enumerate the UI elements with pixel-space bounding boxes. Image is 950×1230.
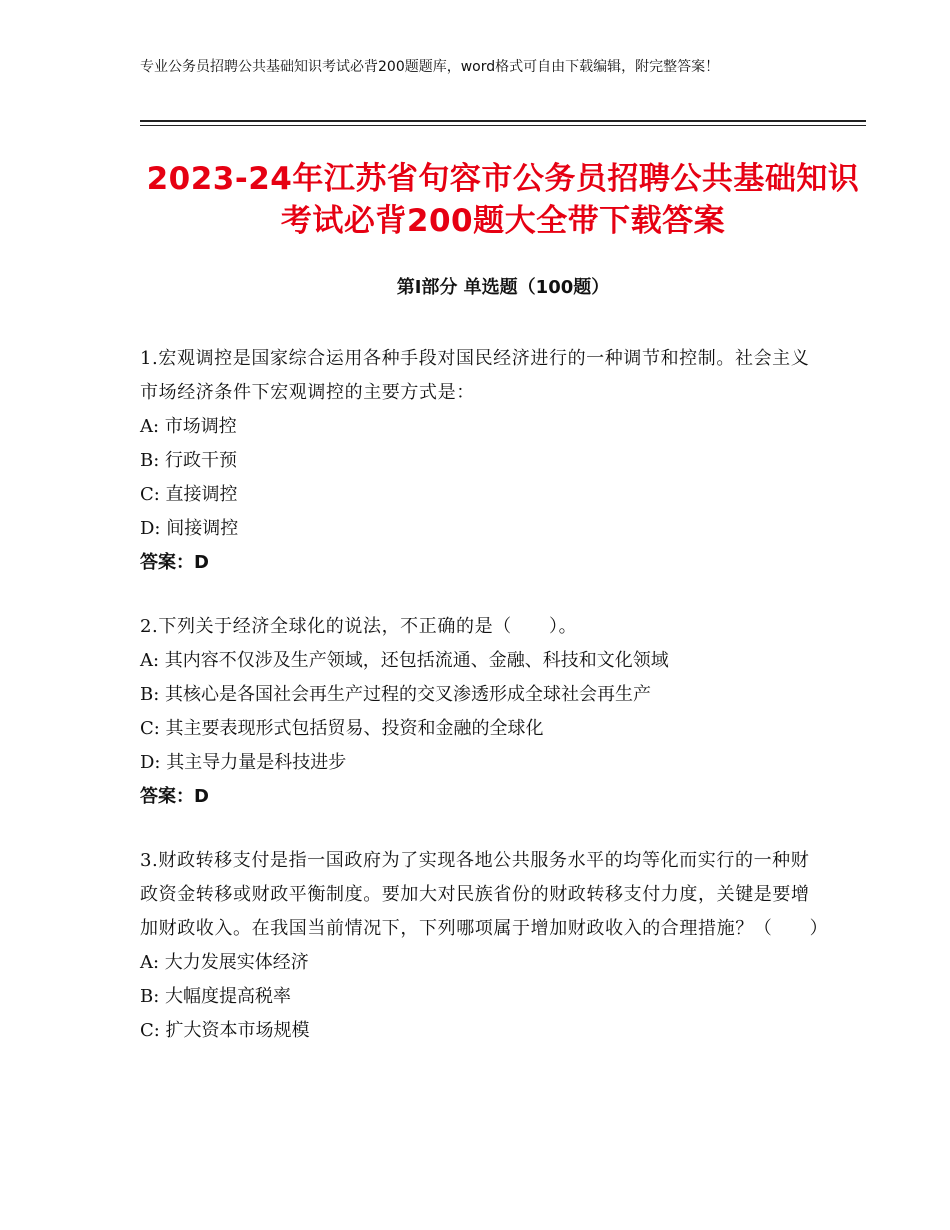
answer-label: 答案：D (140, 552, 209, 573)
question-list (140, 342, 829, 1078)
answer-label: 答案：D (140, 786, 209, 807)
header-rule-thin (140, 125, 866, 126)
option-c: C: 扩大资本市场规模 (140, 1020, 310, 1041)
option-d: D: 间接调控 (140, 518, 239, 539)
option-c: C: 其主要表现形式包括贸易、投资和金融的全球化 (140, 718, 544, 739)
option-a: A: 大力发展实体经济 (140, 952, 309, 973)
question-stem: 1.宏观调控是国家综合运用各种手段对国民经济进行的一种调节和控制。社会主义市场经济条件下宏观调控的主要方式是： (140, 348, 810, 403)
question-stem: 2.下列关于经济全球化的说法，不正确的是（ ）。 (140, 616, 578, 637)
option-a: A: 其内容不仅涉及生产领域，还包括流通、金融、科技和文化领域 (140, 650, 669, 671)
option-b: B: 大幅度提高税率 (140, 986, 292, 1007)
question-3 (140, 844, 829, 1048)
option-b: B: 行政干预 (140, 450, 238, 471)
document-title: 2023-24年江苏省句容市公务员招聘公共基础知识考试必背200题大全带下载答案 (146, 161, 860, 239)
question-1 (140, 342, 820, 580)
section-title: 第I部分 单选题（100题） (396, 277, 610, 298)
option-a: A: 市场调控 (140, 416, 237, 437)
option-c: C: 直接调控 (140, 484, 238, 505)
question-2 (140, 610, 820, 814)
option-d: D: 其主导力量是科技进步 (140, 752, 347, 773)
question-stem: 3.财政转移支付是指一国政府为了实现各地公共服务水平的均等化而实行的一种财政资金转移或财政平衡制度。要加大对民族省份的财政转移支付力度，关键是要增加财政收入。在我国当前情况下，下列哪项属于增加财政收入的合理措施？（ ） (140, 850, 829, 939)
header-rule-thick (140, 120, 866, 122)
header-note: 专业公务员招聘公共基础知识考试必背200题题库，word格式可自由下载编辑，附完整答案！ (140, 59, 720, 75)
option-b: B: 其核心是各国社会再生产过程的交叉渗透形成全球社会再生产 (140, 684, 652, 705)
